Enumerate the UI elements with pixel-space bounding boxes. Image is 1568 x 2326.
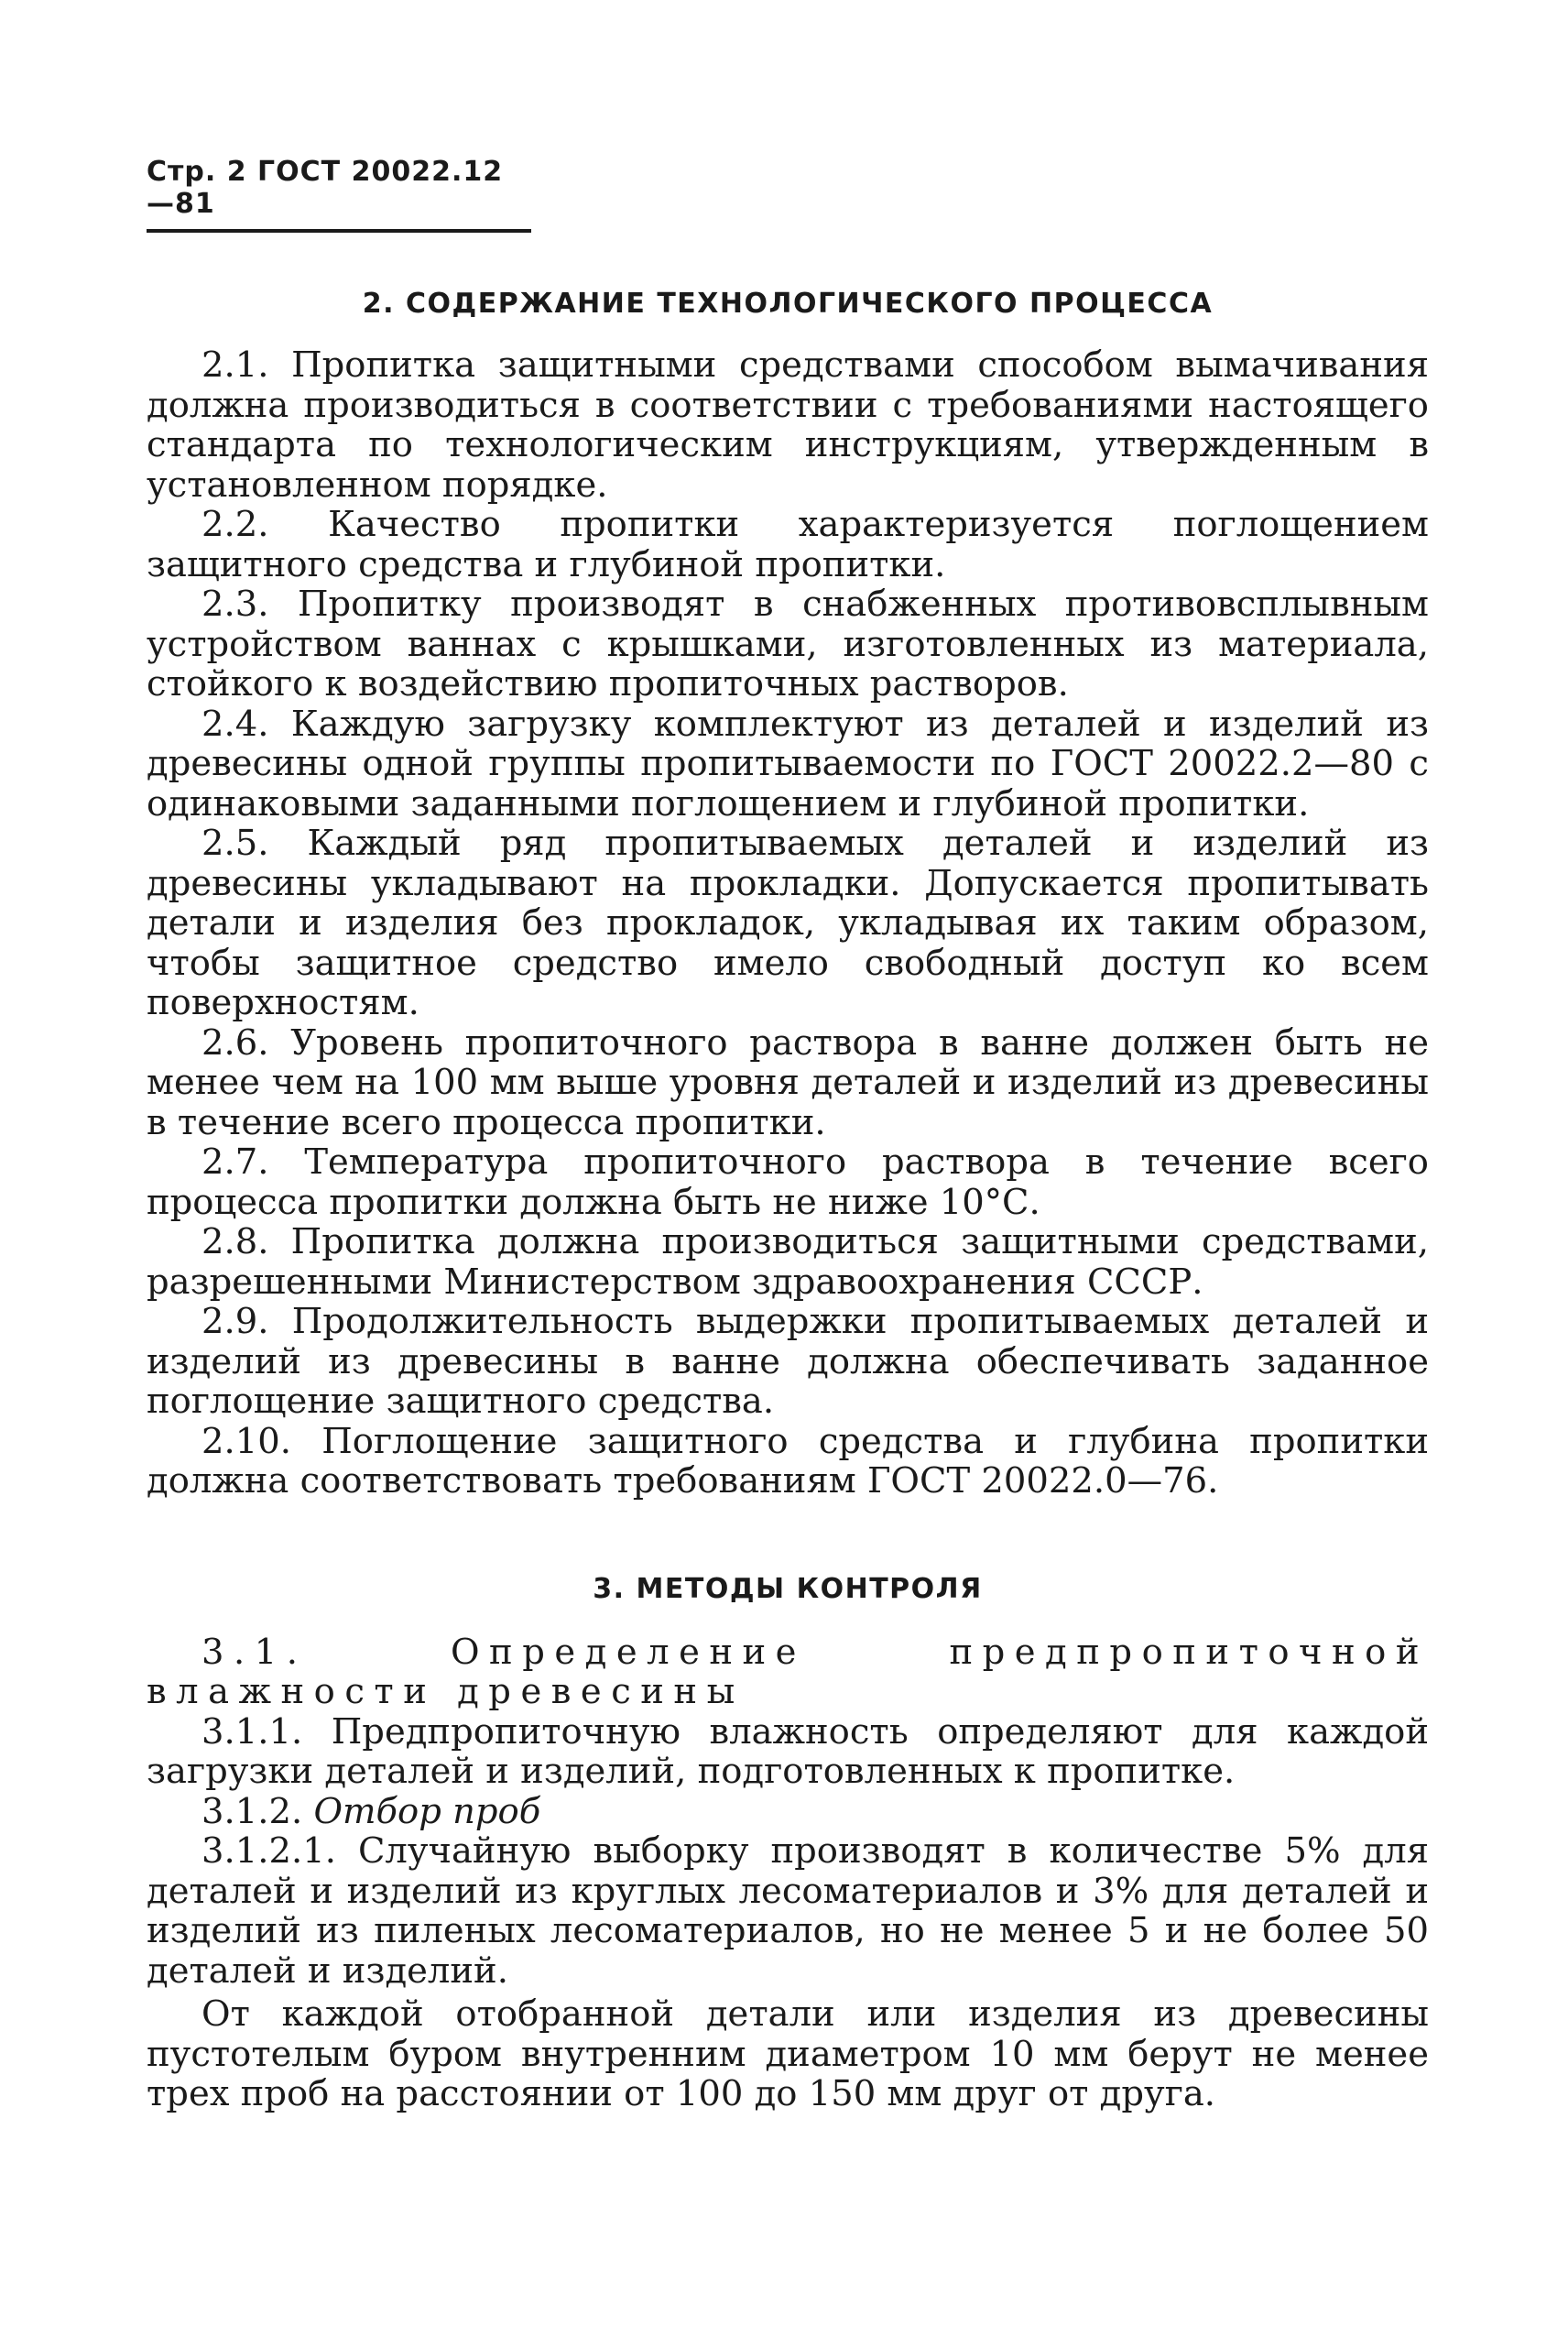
paragraph-2-7: 2.7. Температура пропиточного раствора в течение всего процесса пропитки должна быть не ниже 10°С. (147, 1141, 1429, 1223)
paragraph-2-2: 2.2. Качество пропитки характеризуется поглощением защитного средства и глубиной пропитки. (147, 504, 1429, 585)
section-3-body (147, 1633, 1429, 2114)
paragraph-3-1-2 (147, 1792, 1429, 1832)
paragraph-3-1-2-number: 3.1.2. (201, 1790, 303, 1832)
paragraph-2-6: 2.6. Уровень пропиточного раствора в ванне должен быть не менее чем на 100 мм выше уровня деталей и изделий из древесины в течение всего процесса пропитки. (147, 1021, 1429, 1143)
paragraph-2-1: 2.1. Пропитка защитными средствами способом вымачивания должна производиться в соответствии с требованиями настоящего стандарта по технологическим инструкциям, утвержденным в установленном порядке. (147, 344, 1429, 506)
paragraph-2-8: 2.8. Пропитка должна производиться защитными средствами, разрешенными Министерством здравоохранения СССР. (147, 1221, 1429, 1303)
paragraph-2-5: 2.5. Каждый ряд пропитываемых деталей и изделий из древесины укладывают на прокладки. Допускается пропитывать детали и изделия без прокладок, укладывая их таким образом, чтобы защитное средство имело свободный доступ ко всем поверхностям. (147, 823, 1429, 1023)
page-header: Стр. 2 ГОСТ 20022.12—81 (147, 156, 531, 233)
paragraph-2-9: 2.9. Продолжительность выдержки пропитываемых деталей и изделий из древесины в ванне должна обеспечивать заданное поглощение защитного средства. (147, 1301, 1429, 1422)
paragraph-2-4: 2.4. Каждую загрузку комплектуют из деталей и изделий из древесины одной группы пропитываемости по ГОСТ 20022.2—80 с одинаковыми заданными поглощением и глубиной пропитки. (147, 703, 1429, 824)
section-2-title: 2. СОДЕРЖАНИЕ ТЕХНОЛОГИЧЕСКОГО ПРОЦЕССА (362, 288, 1214, 320)
paragraph-2-3: 2.3. Пропитку производят в снабженных противовсплывным устройством ваннах с крышками, изготовленных из материала, стойкого к воздействию пропиточных растворов. (147, 584, 1429, 704)
document-page (147, 156, 1429, 2114)
paragraph-3-1-1: 3.1.1. Предпропиточную влажность определяют для каждой загрузки деталей и изделий, подготовленных к пропитке. (147, 1710, 1429, 1792)
subheading-3-1: 3.1. Определение предпропиточной влажности древесины (147, 1631, 1429, 1712)
section-3-title: 3. МЕТОДЫ КОНТРОЛЯ (593, 1572, 983, 1605)
paragraph-3-1-2-title: Отбор проб (313, 1790, 541, 1832)
section-2-body (147, 345, 1429, 1502)
paragraph-2-10: 2.10. Поглощение защитного средства и глубина пропитки должна соответствовать требованиям ГОСТ 20022.0—76. (147, 1420, 1429, 1502)
paragraph-sampling: От каждой отобранной детали или изделия из древесины пустотелым буром внутренним диаметром 10 мм берут не менее трех проб на расстоянии от 100 до 150 мм друг от друга. (147, 1993, 1429, 2114)
paragraph-3-1-2-1: 3.1.2.1. Случайную выборку производят в количестве 5% для деталей и изделий из круглых лесоматериалов и 3% для деталей и изделий из пиленых лесоматериалов, но не менее 5 и не более 50 деталей и изделий. (147, 1830, 1429, 1992)
